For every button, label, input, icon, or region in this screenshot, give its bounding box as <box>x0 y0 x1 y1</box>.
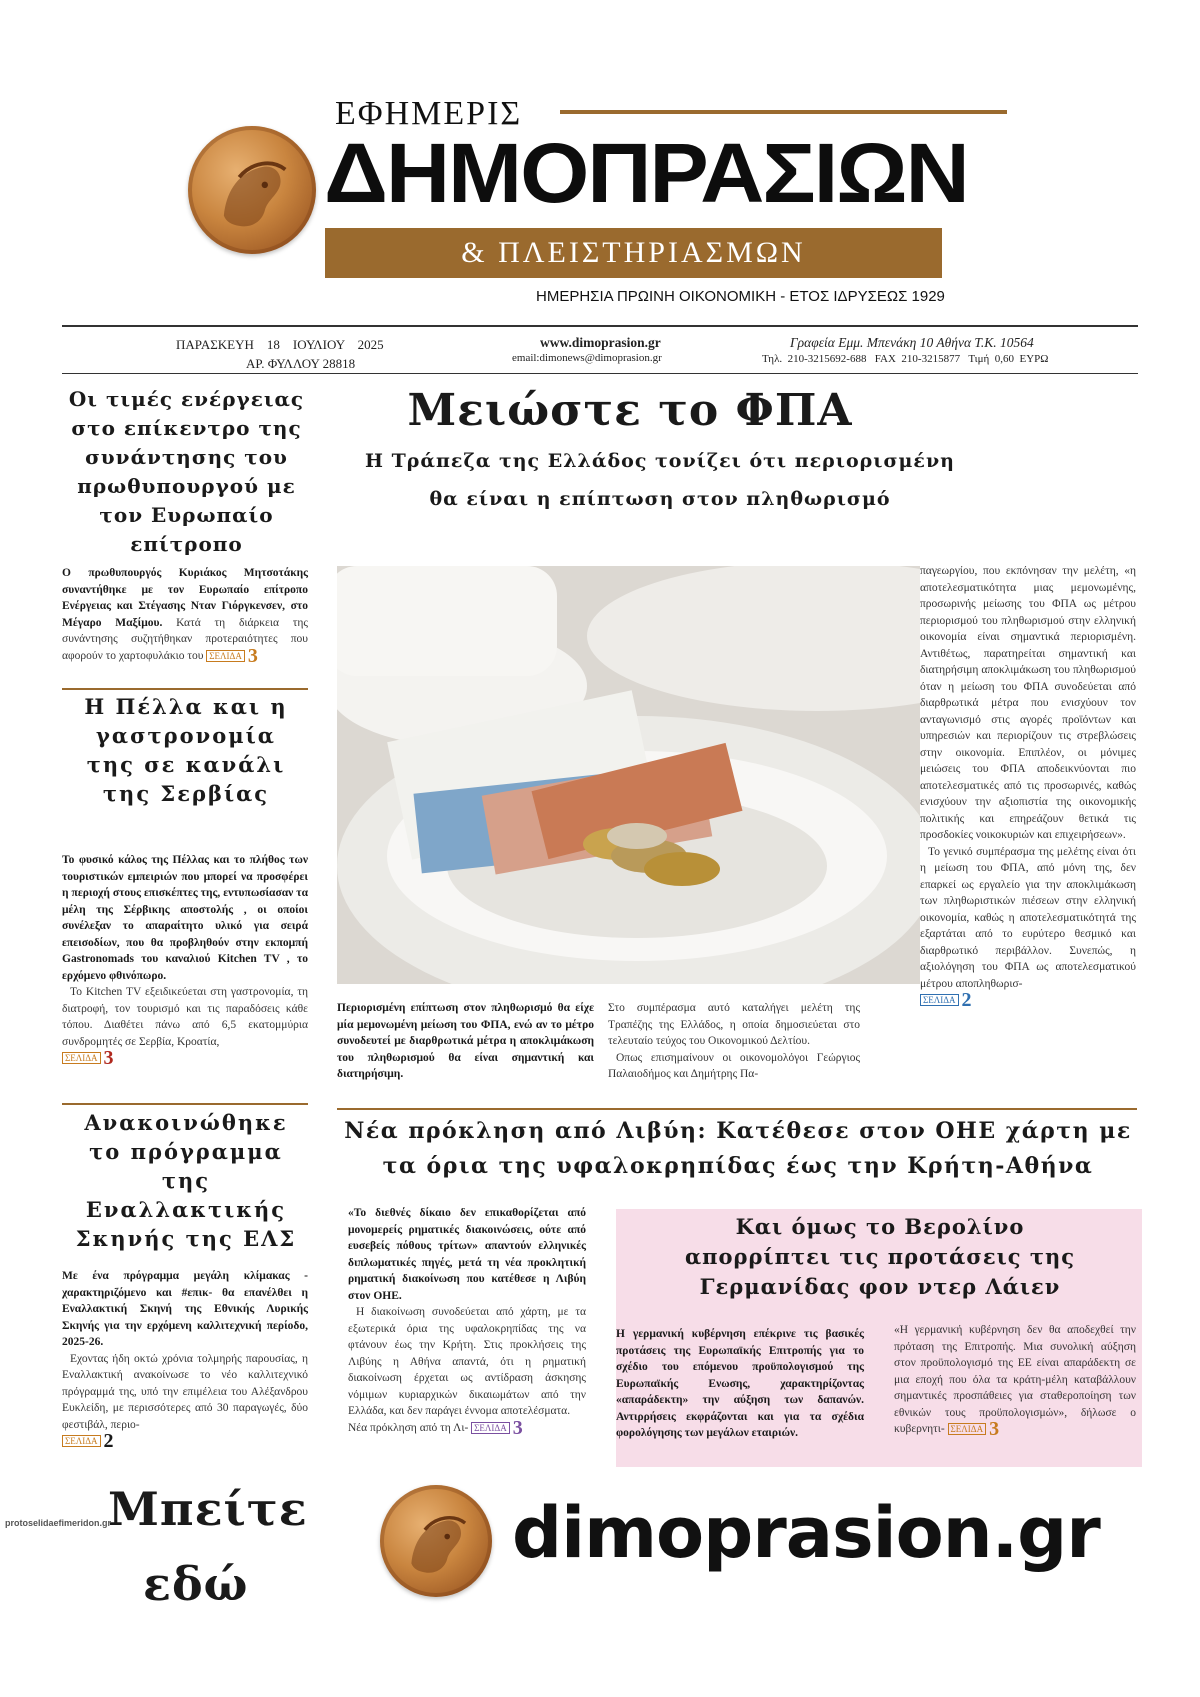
page-ref-label: ΣΕΛΙΔΑ <box>206 650 245 662</box>
libya-page-ref[interactable] <box>471 1416 523 1439</box>
pella-headline[interactable]: Η Πέλλα και η γαστρονομία της σε κανάλι της Σερβίας <box>84 694 288 806</box>
main-page-number: 2 <box>961 989 972 1012</box>
website-link[interactable]: www.dimoprasion.gr <box>540 335 661 350</box>
energy-page-number: 3 <box>247 644 258 667</box>
berlin-page-number: 3 <box>989 1418 1000 1441</box>
main-col3-p2: Το γενικό συμπέρασμα της μελέτης είναι ότι η μείωση του ΦΠΑ, από μόνη της, δεν επαρκεί ως εργαλείο για την αποκλιμάκωση των πληθωριστικών πιέσεων στην ελληνική οικονομία, καθώς η αποτελεσματικότητά της εξαρτάται από το ευρύτερο θεσμικό και διαρθρωτικό περιβάλλον. Συνεπώς, η αξιολόγηση του ΦΠΑ ως αποτελεσματικού μέτρου αποπληθωρισ- <box>920 845 1136 990</box>
els-body: Εχοντας ήδη οκτώ χρόνια τολμηρής παρουσίας, η Εναλλακτική ανακοίνωσε το νέο καλλιτεχνικό πρόγραμμά της, υπό την επιμέλεια του Αλέξανδρου Ευκλείδη, με περισσότερες από 30 παραγωγές, δύο φεστιβάλ, περιο- <box>62 1352 308 1431</box>
masthead-title: ΔΗΜΟΠΡΑΣΙΩΝ <box>324 126 968 220</box>
pella-page-ref[interactable] <box>62 1047 114 1070</box>
cta-line-2[interactable]: εδώ <box>143 1557 249 1611</box>
els-lead: Με ένα πρόγραμμα μεγάλη κλίμακας - χαρακτηριζόμενο και #επικ- θα επανέλθει η Εναλλακτική Σκηνή της Εθνικής Λυρικής Σκηνής για την ερχόμενη καλλιτεχνική περίοδο, 2025-26. <box>62 1270 308 1348</box>
athena-head-icon <box>380 1485 492 1597</box>
berlin-article <box>894 1322 1136 1441</box>
libya-body-1: Η διακοίνωση συνοδεύεται από χάρτη, με τα εξωτερικά όρια της υφαλοκρηπίδας της να φτάνουν έως την Κρήτη. Στις προκλήσεις της Λιβύης η Αθήνα απαντά, ότι η ρηματική διακοίνωση έρχεται ως αντίδραση άσκησης νόμιμων κυριαρχικών δικαιωμάτων από την Ελλάδα, και δεν παράγει έννομα αποτελέσματα. <box>348 1306 586 1417</box>
els-article <box>62 1268 308 1453</box>
masthead-top-word: ΕΦΗΜΕΡΙΣ <box>335 95 523 132</box>
page-ref-label: ΣΕΛΙΔΑ <box>62 1052 101 1064</box>
main-lead: Περιορισμένη επίπτωση στον πληθωρισμό θα είχε μία μεμονωμένη μείωση του ΦΠΑ, ενώ αν το μέτρο συνοδευτεί με διαρθρωτικά μέτρα η αποκλιμάκωση του πληθωρισμού θα είναι σημαντική και διατηρήσιμη. <box>337 1002 594 1080</box>
pella-lead: Το φυσικό κάλος της Πέλλας και το πλήθος των τουριστικών εμπειριών που μπορεί να προσφέρει η περιοχή στους επισκέπτες της, εντυπωσίασαν τα μέλη της Σέρβικης αποστολής , οι οποίοι συνέλεξαν το απαραίτητο υλικό για σειρά επεισοδίων, που θα προβληθούν στην εκπομπή Gastronomads του καναλιού Kitchen TV , το ερχόμενο φθινόπωρο. <box>62 854 308 982</box>
energy-page-ref[interactable] <box>206 644 258 667</box>
pella-article <box>62 852 308 1070</box>
email-link[interactable]: email:dimonews@dimoprasion.gr <box>512 352 662 364</box>
pella-body: Το Kitchen TV εξειδικεύεται στη γαστρονομία, τη διατροφή, τον τουρισμό και τις παραδόσεις κάθε τόπου. Διαθέτει πάνω από 6,5 εκατομμύρια συνδρομητές σε Σερβία, Κροατία, <box>62 986 308 1048</box>
page-ref-label: ΣΕΛΙΔΑ <box>948 1423 987 1435</box>
els-page-ref[interactable] <box>62 1430 114 1453</box>
main-headline[interactable]: Μειώστε το ΦΠΑ <box>407 385 853 436</box>
euro-money-plate-image <box>337 566 920 984</box>
masthead-band: & ΠΛΕΙΣΤΗΡΙΑΣΜΩΝ <box>325 228 942 278</box>
infobar-top-rule <box>62 325 1138 327</box>
brand-website[interactable]: dimoprasion.gr <box>512 1492 1100 1574</box>
main-subhead-2: θα είναι η επίπτωση στον πληθωρισμό <box>429 488 891 510</box>
contact-line: Τηλ. 210-3215692-688 FAX 210-3215877 Τιμή 0,60 ΕΥΡΩ <box>762 353 1049 365</box>
main-col3 <box>920 563 1136 1012</box>
pella-page-number: 3 <box>103 1047 114 1070</box>
footer-logo-coin <box>380 1485 492 1597</box>
els-headline[interactable]: Ανακοινώθηκε το πρόγραμμα της Εναλλακτικής Σκηνής της ΕΛΣ <box>75 1110 297 1251</box>
masthead-subtitle: ΗΜΕΡΗΣΙΑ ΠΡΩΙΝΗ ΟΙΚΟΝΟΜΙΚΗ - ΕΤΟΣ ΙΔΡΥΣΕΩΣ 1929 <box>536 288 945 305</box>
main-col2 <box>608 1000 860 1083</box>
masthead-logo-coin <box>188 126 316 254</box>
els-page-number: 2 <box>103 1430 114 1453</box>
main-photo <box>337 566 920 984</box>
main-col2-p2: Οπως επισημαίνουν οι οικονομολόγοι Γεώργιος Παλαιοδήμος και Δημήτρης Πα- <box>608 1051 860 1080</box>
issue-date: ΠΑΡΑΣΚΕΥΗ 18 ΙΟΥΛΙΟΥ 2025 <box>176 337 384 352</box>
main-col3-p1: παγεωργίου, που εκπόνησαν την μελέτη, «η αποτελεσματικότητα μιας μεμονωμένης, προσωρινής μείωσης του ΦΠΑ ως μέτρου περιορισμού του πληθωρισμού στην ελληνική οικονομία είναι σημαντικά περιορισμένη. Αντιθέτως, παρατηρείται σημαντική και διατηρήσιμη αποκλιμάκωση του πληθωρισμού όταν η μείωση του ΦΠΑ συνοδεύεται από διαρθρωτικά μέτρα που ενισχύουν τον ανταγωνισμό στις αγορές προϊόντων και υπηρεσιών και περιορίζουν τις στρεβλώσεις στην οικονομία. Επιπλέον, οι μόνιμες μειώσεις του ΦΠΑ αποδεικνύονται πιο αποτελεσματικές από τις προσωρινές, καθώς ενισχύουν την αξιοπιστία της οικονομικής πολιτικής και επηρεάζουν θετικά τις προσδοκίες νοικοκυριών και επιχειρήσεων». <box>920 565 1136 841</box>
energy-lead: Ο πρωθυπουργός Κυριάκος Μητσοτάκης συναντήθηκε με τον Ευρωπαίο επίτροπο Ενέργειας και Στέγασης Νταν Γιόργκενσεν, στο Μέγαρο Μαξίμου. <box>62 567 308 629</box>
libya-article <box>348 1205 586 1439</box>
page-ref-label: ΣΕΛΙΔΑ <box>62 1435 101 1447</box>
berlin-headline[interactable]: Και όμως το Βερολίνο απορρίπτει τις προτάσεις της Γερμανίδας φον ντερ Λάιεν <box>684 1214 1076 1299</box>
libya-body-2: Νέα πρόκληση από τη Λι- <box>348 1421 469 1434</box>
main-subhead-1: Η Τράπεζα της Ελλάδος τονίζει ότι περιορισμένη <box>365 450 955 472</box>
main-col2-p1: Στο συμπέρασμα αυτό καταλήγει μελέτη της Τραπέζης της Ελλάδος, η οποία δημοσιεύεται στο τελευταίο τεύχος του Οικονομικού Δελτίου. <box>608 1002 860 1047</box>
berlin-lead: Η γερμανική κυβέρνηση επέκρινε τις βασικές προτάσεις της Ευρωπαϊκής Επιτροπής για το σχέδιο του επόμενου προϋπολογισμού της Ευρωπαϊκής Ενωσης, χαρακτηρίζοντας «απαράδεκτη» την αύξηση των δαπανών. Αντιρρήσεις εκφράζονται και για τα σχέδια φορολόγησης των μεγάλων εταιριών. <box>616 1328 864 1439</box>
left-divider-2 <box>62 1103 308 1105</box>
energy-body: Κατά τη διάρκεια της συνάντησης συζητήθηκαν προτεραιότητες που αφορούν το χαρτοφυλάκιο του <box>62 616 308 662</box>
left-divider-1 <box>62 688 308 690</box>
watermark: protoselidaefimeridon.gr <box>5 1518 112 1528</box>
athena-head-icon <box>188 126 316 254</box>
issue-number: ΑΡ. ΦΥΛΛΟΥ 28818 <box>246 356 356 371</box>
libya-page-number: 3 <box>512 1416 523 1439</box>
main-page-ref[interactable] <box>920 989 972 1012</box>
energy-headline[interactable]: Οι τιμές ενέργειας στο επίκεντρο της συνάντησης του πρωθυπουργού με τον Ευρωπαίο επίτροπο <box>68 387 305 556</box>
energy-article <box>62 565 308 667</box>
libya-lead: «Το διεθνές δίκαιο δεν επικαθορίζεται από μονομερείς ρηματικές διακοινώσεις, ούτε από ευσεβείς πόθους τρίτων» απαντούν ελληνικές διπλωματικές πηγές, μετά τη νέα προκλητική ρηματική διακοίνωση που κατέθεσε η Λιβύη στον ΟΗΕ. <box>348 1207 586 1302</box>
libya-headline[interactable]: Νέα πρόκληση από Λιβύη: Κατέθεσε στον ΟΗΕ χάρτη με τα όρια της υφαλοκρηπίδας έως την Κρήτη-Αθήνα <box>344 1118 1132 1179</box>
main-divider <box>337 1108 1137 1110</box>
page-ref-label: ΣΕΛΙΔΑ <box>920 994 959 1006</box>
berlin-body: «Η γερμανική κυβέρνηση δεν θα αποδεχθεί την πρόταση της Επιτροπής. Μια συνολική αύξηση στον προϋπολογισμό της ΕΕ είναι απαράδεκτη σε μια εποχή που όλα τα κράτη-μέλη καταβάλλουν σημαντικές προσπάθειες για σταθεροποίηση των εθνικών τους προϋπολογισμών», δήλωσε ο κυβερνητι- <box>894 1324 1136 1435</box>
infobar-bottom-rule <box>62 373 1138 374</box>
cta-line-1[interactable]: Μπείτε <box>108 1482 308 1536</box>
office-address: Γραφεία Εμμ. Μπενάκη 10 Αθήνα Τ.Κ. 10564 <box>790 335 1034 350</box>
berlin-page-ref[interactable] <box>948 1418 1000 1441</box>
masthead-rule <box>560 110 1007 114</box>
page-ref-label: ΣΕΛΙΔΑ <box>471 1422 510 1434</box>
